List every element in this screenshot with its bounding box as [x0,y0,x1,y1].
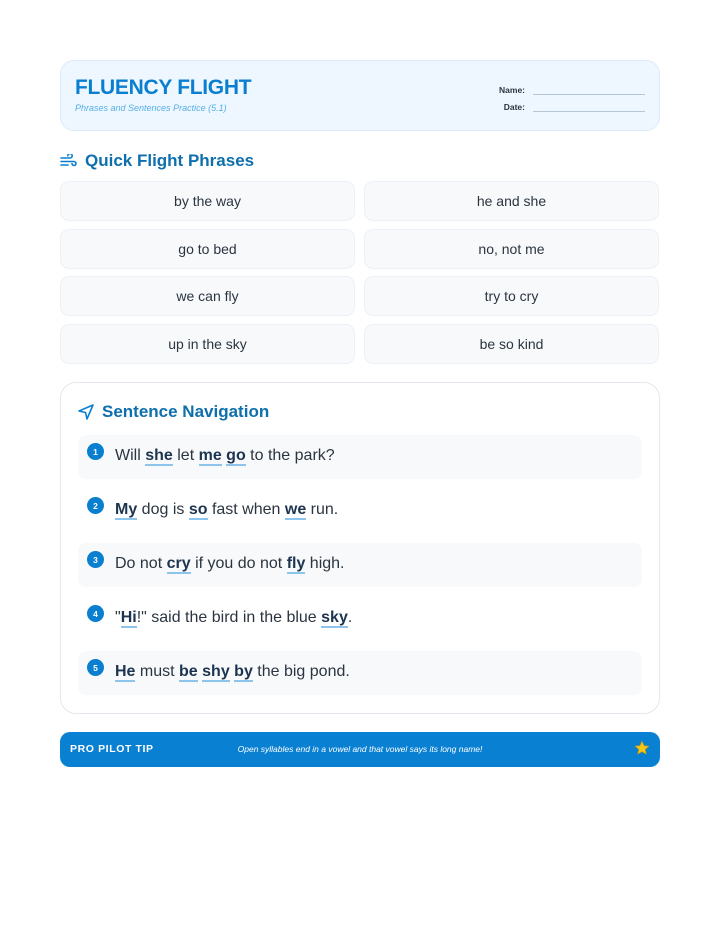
phrase-card [60,324,355,364]
phrase-text: he and she [476,193,547,209]
sentence-fragment: . [347,609,353,626]
sentence-text [115,447,335,465]
sentence-fragment: must [135,663,180,680]
sentence-fragment: if you do not [190,555,287,572]
sentence-number: 2 [87,497,104,514]
phrase-card [364,324,659,364]
phrase-card [364,181,659,221]
keyword: My [115,501,138,518]
sentence-text [115,501,338,519]
phrase-text: we can fly [176,288,239,304]
date-line[interactable] [533,102,645,112]
sentence-fragment: !" said the bird in the blue [136,609,322,626]
name-field[interactable] [491,81,645,95]
sentence-fragment: fast when [207,501,285,518]
sentence-row [78,435,642,479]
keyword: by [234,663,253,680]
phrase-card [364,229,659,269]
date-label: Date: [503,102,525,112]
sentence-fragment: Do not [115,555,167,572]
sentence-number: 4 [87,605,104,622]
sentence-row [78,597,642,641]
keyword: He [115,663,136,680]
worksheet-header [60,60,660,131]
sentence-row [78,489,642,533]
name-line[interactable] [533,85,645,95]
phrases-title: Quick Flight Phrases [85,151,255,170]
keyword: fly [286,555,306,572]
keyword: she [145,447,173,464]
sentences-heading [78,402,269,422]
keyword: so [188,501,208,518]
phrases-heading [60,151,254,171]
sentence-fragment: dog is [137,501,189,518]
keyword: we [284,501,307,518]
sentence-fragment: let [172,447,199,464]
sentence-number: 3 [87,551,104,568]
sentence-number: 5 [87,659,104,676]
keyword: sky [321,609,348,626]
phrase-card [60,229,355,269]
sentence-fragment: run. [306,501,339,518]
keyword: Hi [120,609,137,626]
sentence-fragment: the big pond. [252,663,350,680]
phrase-text: up in the sky [168,336,247,352]
phrase-card [364,276,659,316]
tip-label: PRO PILOT TIP [70,743,154,755]
sentences-title: Sentence Navigation [102,402,270,421]
star-icon [634,740,650,756]
sentence-text [115,609,352,627]
page-title: FLUENCY FLIGHT [75,76,252,99]
phrase-text: be so kind [479,336,544,352]
keyword: me [198,447,222,464]
keyword: shy [202,663,230,680]
sentence-fragment: to the park? [245,447,335,464]
sentence-row [78,651,642,695]
keyword: go [226,447,246,464]
tip-text: Open syllables end in a vowel and that vowel says its long name! [237,744,483,754]
sentence-fragment: Will [115,447,146,464]
sentence-fragment: high. [305,555,345,572]
phrase-card [60,181,355,221]
page-subtitle: Phrases and Sentences Practice (5.1) [75,103,227,113]
wind-icon [60,154,77,168]
sentence-text [115,663,350,681]
name-label: Name: [499,85,525,95]
phrase-text: by the way [174,193,241,209]
sentence-row [78,543,642,587]
sentence-text [115,555,345,573]
phrase-text: try to cry [484,288,539,304]
navigation-arrow-icon [78,404,94,420]
sentence-fragment: " [115,609,121,626]
pro-tip-bar [60,732,660,767]
phrase-card [60,276,355,316]
date-field[interactable] [491,98,645,112]
phrase-text: go to bed [178,241,237,257]
sentence-number: 1 [87,443,104,460]
keyword: be [179,663,198,680]
keyword: cry [166,555,191,572]
phrase-text: no, not me [478,241,545,257]
